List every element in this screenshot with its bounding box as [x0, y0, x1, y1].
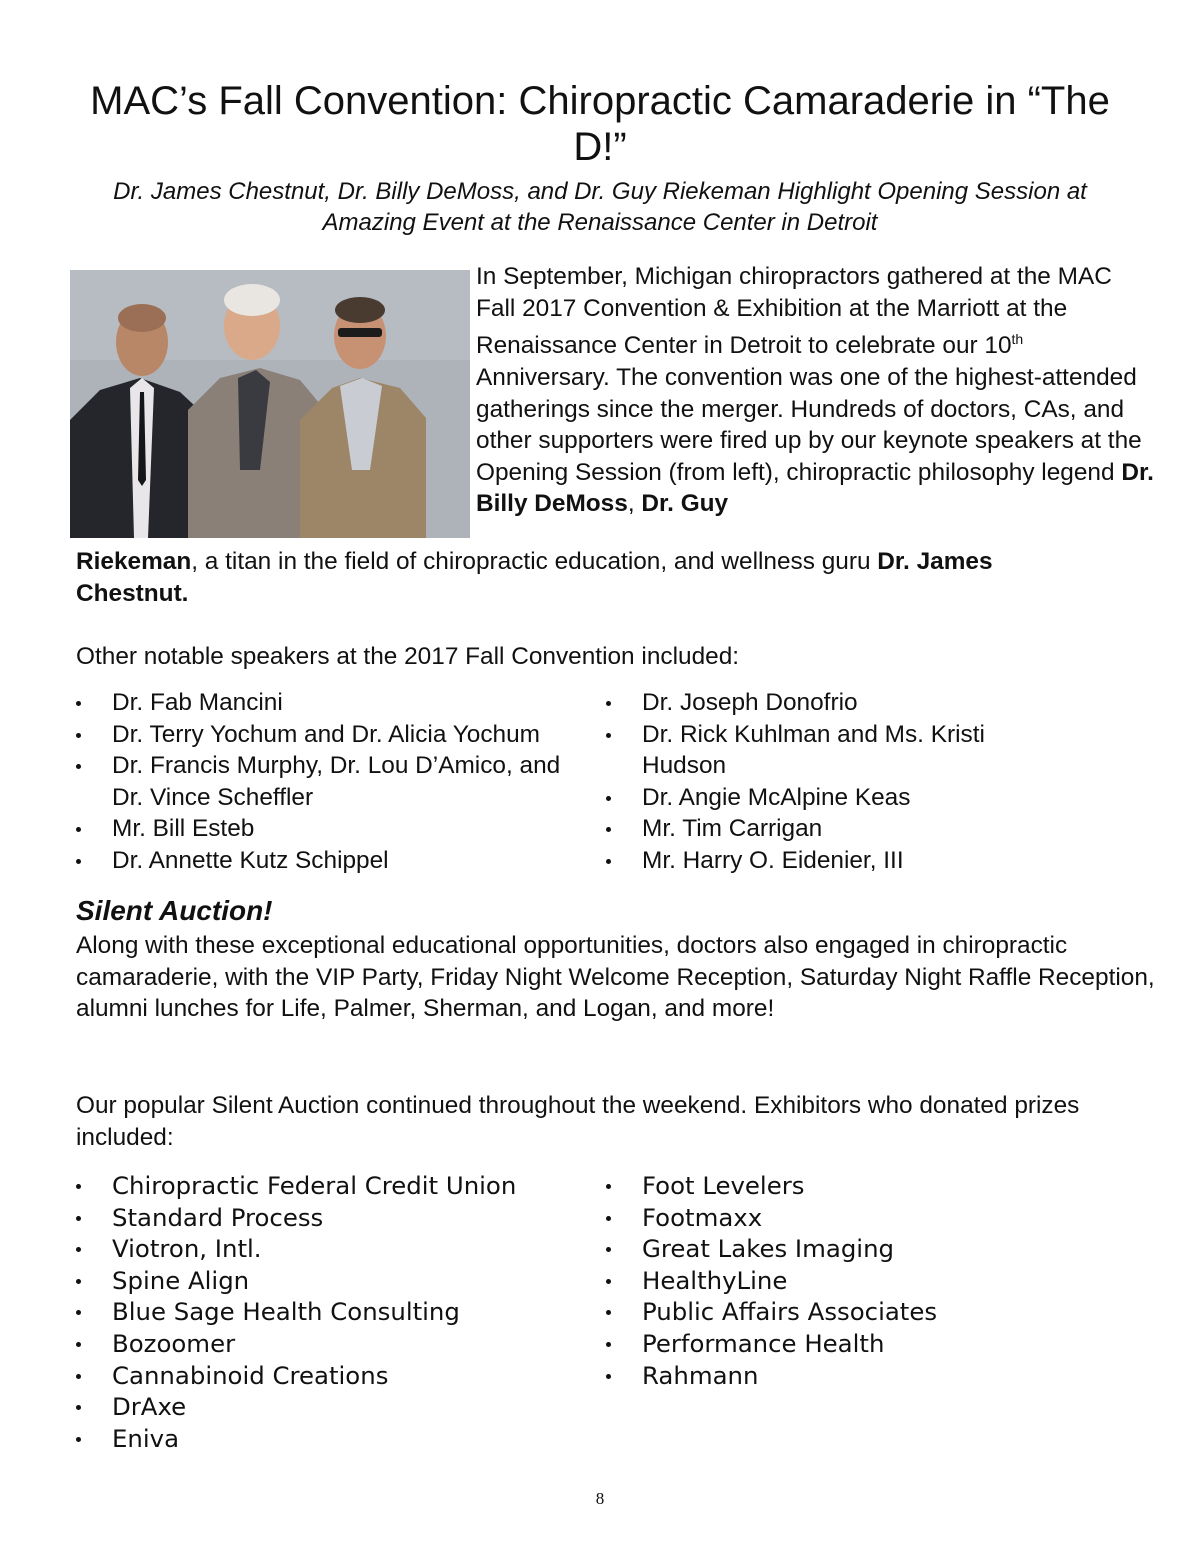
intro-paragraph-continued	[76, 546, 1146, 609]
list-item: Dr. Terry Yochum and Dr. Alicia Yochum	[76, 719, 616, 751]
donors-list-left	[76, 1170, 596, 1454]
list-item: DrAxe	[76, 1391, 596, 1423]
speakers-list-left	[76, 687, 616, 877]
list-item: HealthyLine	[606, 1265, 1126, 1297]
list-item: Viotron, Intl.	[76, 1233, 596, 1265]
speakers-photo	[70, 270, 470, 538]
list-item: Dr. Joseph Donofrio	[606, 687, 1126, 719]
donors-list-right	[606, 1170, 1126, 1391]
page-title: MAC’s Fall Convention: Chiropractic Camaraderie in “The D!”	[90, 79, 1110, 169]
list-item: Dr. Angie McAlpine Keas	[606, 782, 1126, 814]
page-number: 8	[595, 1489, 605, 1508]
speakers-intro: Other notable speakers at the 2017 Fall Convention included:	[76, 643, 740, 670]
auction-paragraph-1: Along with these exceptional educational opportunities, doctors also engaged in chiropractic camaraderie, with the VIP Party, Friday Night Welcome Reception, Saturday Night Raffle Reception, alumni lunches for Life, Palmer, Sherman, and Logan, and more!	[76, 932, 1155, 1023]
list-item: Standard Process	[76, 1202, 596, 1234]
section-heading-silent-auction: Silent Auction!	[76, 895, 273, 926]
intro-text-2: Anniversary. The convention was one of the highest-attended gatherings since the merger. Hundreds of doctors, CAs, and other supporters were fired up by our keynote speakers at the Opening Session (from left), chiropractic philosophy legend	[476, 363, 1142, 486]
intro-paragraph	[476, 261, 1156, 520]
list-item: Foot Levelers	[606, 1170, 1126, 1202]
subtitle: Dr. James Chestnut, Dr. Billy DeMoss, and Dr. Guy Riekeman Highlight Opening Session at Amazing Event at the Renaissance Center in Detroit	[113, 178, 1087, 236]
list-item: Bozoomer	[76, 1328, 596, 1360]
list-item: Dr. Francis Murphy, Dr. Lou D’Amico, and Dr. Vince Scheffler	[76, 750, 582, 813]
list-item: Dr. Rick Kuhlman and Ms. Kristi Hudson	[606, 719, 1062, 782]
intro-text-1: In September, Michigan chiropractors gathered at the MAC Fall 2017 Convention & Exhibition at the Marriott at the Renaissance Center in Detroit to celebrate our 10	[476, 263, 1112, 360]
intro-text-3: , a titan in the field of chiropractic education, and wellness guru	[191, 548, 878, 575]
speaker-name-chestnut: Chestnut.	[76, 579, 189, 607]
list-item: Public Affairs Associates	[606, 1296, 1126, 1328]
list-item: Mr. Harry O. Eidenier, III	[606, 845, 1126, 877]
list-item: Great Lakes Imaging	[606, 1233, 1126, 1265]
speaker-name-james: Dr. James	[877, 548, 993, 575]
list-item: Mr. Tim Carrigan	[606, 813, 1126, 845]
list-item: Mr. Bill Esteb	[76, 813, 616, 845]
separator: ,	[627, 490, 642, 518]
speakers-list-right	[606, 687, 1126, 877]
speaker-name-riekeman: Riekeman	[76, 548, 192, 575]
list-item: Rahmann	[606, 1360, 1126, 1392]
speaker-name-demoss: Dr. Billy DeMoss	[476, 458, 1154, 518]
list-item: Performance Health	[606, 1328, 1126, 1360]
list-item: Chiropractic Federal Credit Union	[76, 1170, 596, 1202]
auction-paragraph-2: Our popular Silent Auction continued throughout the weekend. Exhibitors who donated prizes included:	[76, 1092, 1080, 1151]
speaker-name-guy: Dr. Guy	[641, 490, 729, 518]
list-item: Spine Align	[76, 1265, 596, 1297]
list-item: Eniva	[76, 1423, 596, 1455]
list-item: Cannabinoid Creations	[76, 1360, 596, 1392]
list-item: Footmaxx	[606, 1202, 1126, 1234]
superscript: th	[1011, 331, 1024, 348]
list-item: Blue Sage Health Consulting	[76, 1296, 596, 1328]
list-item: Dr. Annette Kutz Schippel	[76, 845, 616, 877]
list-item: Dr. Fab Mancini	[76, 687, 616, 719]
